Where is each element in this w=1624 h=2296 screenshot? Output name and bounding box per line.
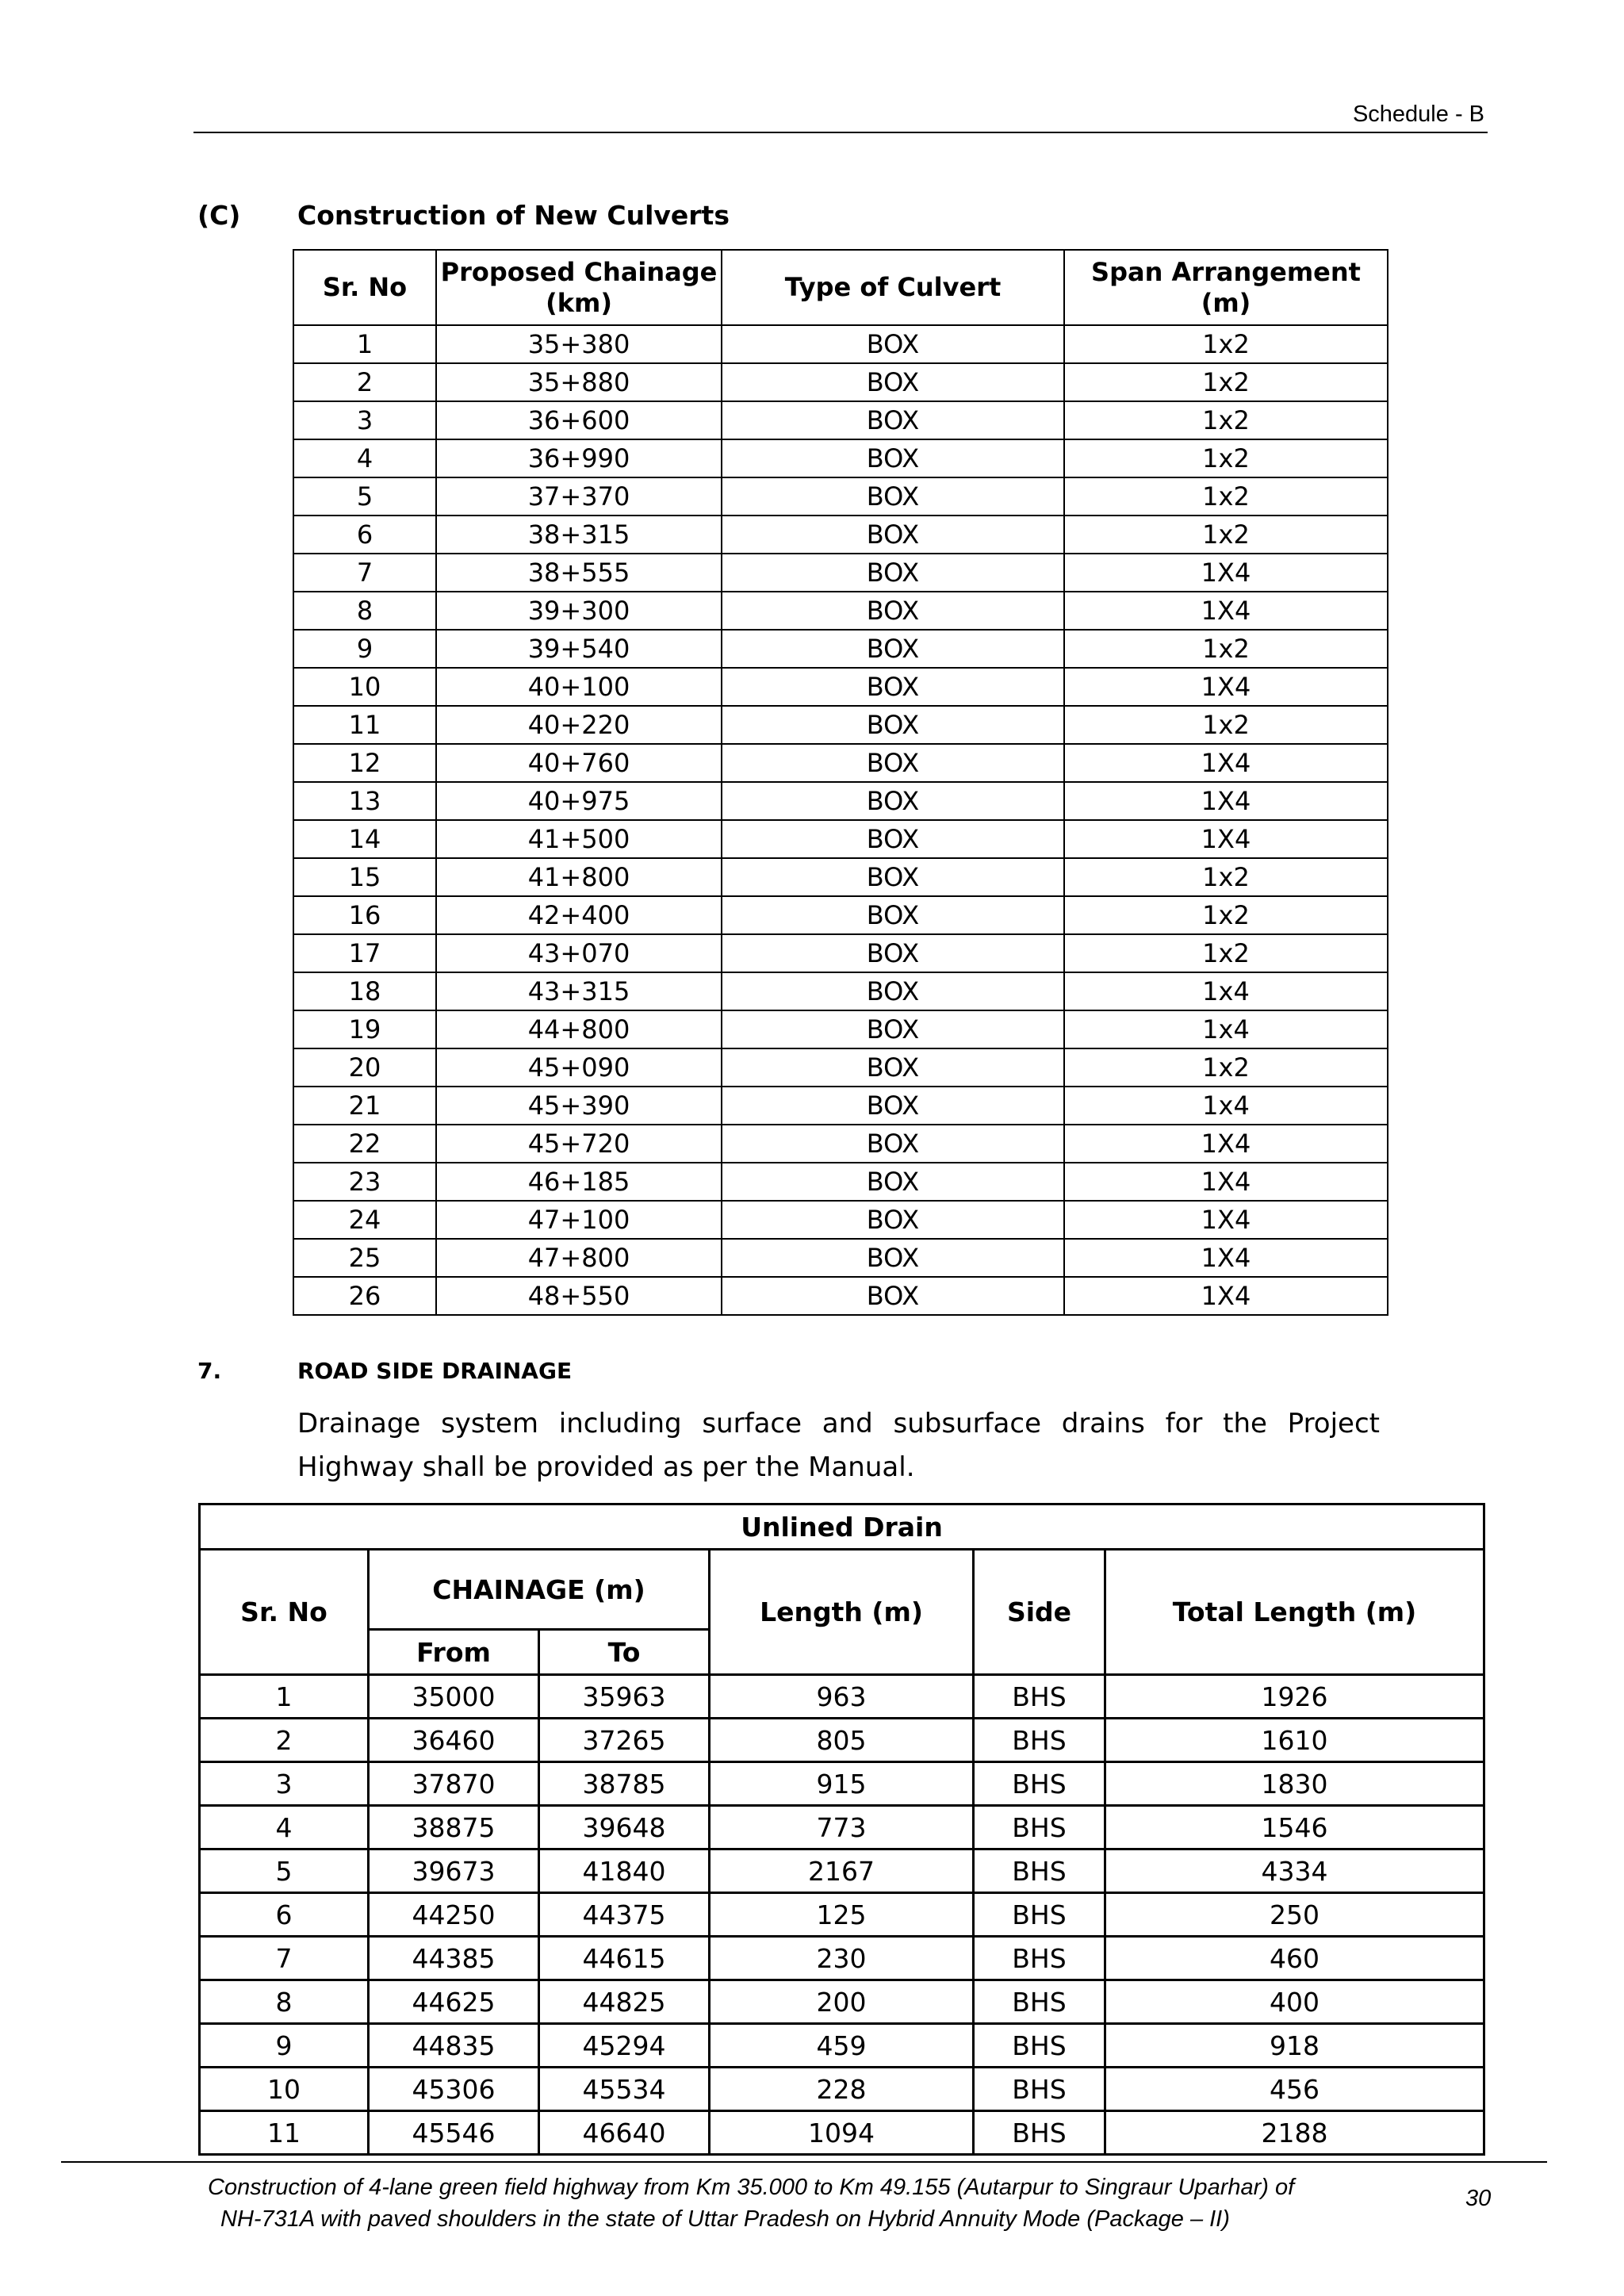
table-row bbox=[200, 2111, 1484, 2155]
cell-chainage: 41+500 bbox=[436, 820, 722, 858]
cell-sr-no: 3 bbox=[200, 1762, 369, 1806]
cell-length: 805 bbox=[710, 1719, 974, 1762]
cell-sr-no: 23 bbox=[293, 1163, 436, 1201]
cell-chainage: 38+315 bbox=[436, 516, 722, 554]
drainage-paragraph: Drainage system including surface and subsurface drains for the Project Highway shall be provided as per the Manual. bbox=[297, 1408, 1380, 1483]
cell-sr-no: 6 bbox=[293, 516, 436, 554]
drain-table-caption: Unlined Drain bbox=[200, 1504, 1484, 1550]
cell-length: 200 bbox=[710, 1980, 974, 2024]
cell-culvert-type: BOX bbox=[722, 325, 1064, 363]
cell-chainage: 43+315 bbox=[436, 972, 722, 1010]
drain-caption-row bbox=[200, 1504, 1484, 1550]
table-row bbox=[200, 1849, 1484, 1893]
cell-sr-no: 11 bbox=[200, 2111, 369, 2155]
cell-span: 1x2 bbox=[1064, 363, 1388, 401]
cell-culvert-type: BOX bbox=[722, 972, 1064, 1010]
cell-chainage: 45+720 bbox=[436, 1125, 722, 1163]
table-row bbox=[293, 1201, 1388, 1239]
cell-sr-no: 3 bbox=[293, 401, 436, 439]
cell-sr-no: 20 bbox=[293, 1048, 436, 1087]
cell-to: 38785 bbox=[539, 1762, 710, 1806]
cell-total-length: 456 bbox=[1105, 2068, 1484, 2111]
table-row bbox=[293, 630, 1388, 668]
cell-length: 1094 bbox=[710, 2111, 974, 2155]
cell-sr-no: 26 bbox=[293, 1277, 436, 1315]
cell-total-length: 2188 bbox=[1105, 2111, 1484, 2155]
col-header-length: Length (m) bbox=[710, 1550, 974, 1675]
cell-from: 44835 bbox=[369, 2024, 539, 2068]
cell-chainage: 47+100 bbox=[436, 1201, 722, 1239]
cell-sr-no: 9 bbox=[293, 630, 436, 668]
cell-culvert-type: BOX bbox=[722, 668, 1064, 706]
col-header-from: From bbox=[369, 1630, 539, 1675]
cell-chainage: 44+800 bbox=[436, 1010, 722, 1048]
cell-side: BHS bbox=[974, 1893, 1105, 1937]
cell-from: 45546 bbox=[369, 2111, 539, 2155]
cell-span: 1X4 bbox=[1064, 744, 1388, 782]
section-7-title: ROAD SIDE DRAINAGE bbox=[297, 1358, 573, 1384]
cell-to: 37265 bbox=[539, 1719, 710, 1762]
cell-to: 35963 bbox=[539, 1675, 710, 1719]
cell-chainage: 40+975 bbox=[436, 782, 722, 820]
cell-sr-no: 22 bbox=[293, 1125, 436, 1163]
cell-span: 1X4 bbox=[1064, 1277, 1388, 1315]
footer-text bbox=[208, 2171, 1413, 2235]
table-row bbox=[293, 325, 1388, 363]
cell-culvert-type: BOX bbox=[722, 820, 1064, 858]
cell-total-length: 1830 bbox=[1105, 1762, 1484, 1806]
cell-sr-no: 2 bbox=[200, 1719, 369, 1762]
culverts-table bbox=[293, 249, 1388, 1316]
table-row bbox=[200, 2068, 1484, 2111]
cell-span: 1X4 bbox=[1064, 668, 1388, 706]
cell-chainage: 38+555 bbox=[436, 554, 722, 592]
cell-culvert-type: BOX bbox=[722, 744, 1064, 782]
col-header-side: Side bbox=[974, 1550, 1105, 1675]
cell-chainage: 35+880 bbox=[436, 363, 722, 401]
cell-span: 1x2 bbox=[1064, 1048, 1388, 1087]
cell-span: 1X4 bbox=[1064, 1239, 1388, 1277]
cell-from: 44385 bbox=[369, 1937, 539, 1980]
cell-chainage: 39+540 bbox=[436, 630, 722, 668]
cell-sr-no: 7 bbox=[200, 1937, 369, 1980]
cell-chainage: 40+220 bbox=[436, 706, 722, 744]
cell-span: 1x4 bbox=[1064, 972, 1388, 1010]
drain-table-body bbox=[200, 1675, 1484, 2155]
cell-length: 459 bbox=[710, 2024, 974, 2068]
cell-span: 1X4 bbox=[1064, 592, 1388, 630]
table-row bbox=[293, 744, 1388, 782]
table-row bbox=[293, 1048, 1388, 1087]
cell-side: BHS bbox=[974, 1937, 1105, 1980]
table-row bbox=[200, 1893, 1484, 1937]
cell-chainage: 43+070 bbox=[436, 934, 722, 972]
table-row bbox=[293, 782, 1388, 820]
cell-side: BHS bbox=[974, 1762, 1105, 1806]
table-row bbox=[200, 1762, 1484, 1806]
cell-culvert-type: BOX bbox=[722, 401, 1064, 439]
cell-culvert-type: BOX bbox=[722, 592, 1064, 630]
cell-span: 1x2 bbox=[1064, 325, 1388, 363]
cell-culvert-type: BOX bbox=[722, 934, 1064, 972]
cell-from: 38875 bbox=[369, 1806, 539, 1849]
cell-to: 46640 bbox=[539, 2111, 710, 2155]
cell-length: 773 bbox=[710, 1806, 974, 1849]
cell-sr-no: 10 bbox=[200, 2068, 369, 2111]
cell-span: 1x2 bbox=[1064, 477, 1388, 516]
cell-culvert-type: BOX bbox=[722, 1048, 1064, 1087]
culverts-header-row bbox=[293, 250, 1388, 325]
cell-chainage: 39+300 bbox=[436, 592, 722, 630]
cell-from: 44625 bbox=[369, 1980, 539, 2024]
cell-sr-no: 1 bbox=[200, 1675, 369, 1719]
footer-line-1: Construction of 4-lane green field highway from Km 35.000 to Km 49.155 (Autarpur to Singraur Uparhar) of bbox=[208, 2175, 1295, 2200]
col-header-span-arrangement: Span Arrangement (m) bbox=[1064, 250, 1388, 325]
cell-total-length: 4334 bbox=[1105, 1849, 1484, 1893]
table-row bbox=[200, 1719, 1484, 1762]
culverts-table-body bbox=[293, 325, 1388, 1315]
cell-sr-no: 7 bbox=[293, 554, 436, 592]
cell-total-length: 918 bbox=[1105, 2024, 1484, 2068]
cell-culvert-type: BOX bbox=[722, 363, 1064, 401]
table-row bbox=[293, 820, 1388, 858]
cell-culvert-type: BOX bbox=[722, 1239, 1064, 1277]
col-header-proposed-chainage: Proposed Chainage (km) bbox=[436, 250, 722, 325]
cell-side: BHS bbox=[974, 1849, 1105, 1893]
cell-sr-no: 15 bbox=[293, 858, 436, 896]
cell-sr-no: 2 bbox=[293, 363, 436, 401]
footer-divider bbox=[61, 2161, 1547, 2163]
cell-sr-no: 25 bbox=[293, 1239, 436, 1277]
cell-side: BHS bbox=[974, 2024, 1105, 2068]
table-row bbox=[293, 516, 1388, 554]
cell-chainage: 45+390 bbox=[436, 1087, 722, 1125]
cell-from: 35000 bbox=[369, 1675, 539, 1719]
table-row bbox=[293, 554, 1388, 592]
cell-span: 1x4 bbox=[1064, 1010, 1388, 1048]
cell-chainage: 42+400 bbox=[436, 896, 722, 934]
cell-to: 44825 bbox=[539, 1980, 710, 2024]
col-header-type-of-culvert: Type of Culvert bbox=[722, 250, 1064, 325]
cell-sr-no: 18 bbox=[293, 972, 436, 1010]
cell-length: 125 bbox=[710, 1893, 974, 1937]
cell-span: 1x2 bbox=[1064, 401, 1388, 439]
cell-span: 1x2 bbox=[1064, 516, 1388, 554]
table-row bbox=[200, 1937, 1484, 1980]
table-row bbox=[293, 1125, 1388, 1163]
table-row bbox=[293, 1277, 1388, 1315]
cell-chainage: 40+760 bbox=[436, 744, 722, 782]
cell-span: 1x2 bbox=[1064, 706, 1388, 744]
cell-side: BHS bbox=[974, 2068, 1105, 2111]
cell-chainage: 46+185 bbox=[436, 1163, 722, 1201]
cell-to: 44375 bbox=[539, 1893, 710, 1937]
cell-sr-no: 9 bbox=[200, 2024, 369, 2068]
drain-header-row-1 bbox=[200, 1550, 1484, 1630]
table-row bbox=[293, 1163, 1388, 1201]
cell-side: BHS bbox=[974, 2111, 1105, 2155]
table-row bbox=[200, 1806, 1484, 1849]
table-row bbox=[293, 477, 1388, 516]
table-row bbox=[293, 972, 1388, 1010]
cell-span: 1X4 bbox=[1064, 1125, 1388, 1163]
cell-side: BHS bbox=[974, 1675, 1105, 1719]
cell-sr-no: 5 bbox=[293, 477, 436, 516]
cell-to: 44615 bbox=[539, 1937, 710, 1980]
cell-culvert-type: BOX bbox=[722, 1010, 1064, 1048]
cell-chainage: 36+990 bbox=[436, 439, 722, 477]
cell-from: 44250 bbox=[369, 1893, 539, 1937]
cell-span: 1x2 bbox=[1064, 934, 1388, 972]
cell-span: 1x2 bbox=[1064, 858, 1388, 896]
table-row bbox=[293, 401, 1388, 439]
table-row bbox=[293, 896, 1388, 934]
col-header-total-length: Total Length (m) bbox=[1105, 1550, 1484, 1675]
page-number: 30 bbox=[1465, 2186, 1492, 2211]
cell-culvert-type: BOX bbox=[722, 1201, 1064, 1239]
cell-chainage: 48+550 bbox=[436, 1277, 722, 1315]
cell-chainage: 35+380 bbox=[436, 325, 722, 363]
cell-total-length: 460 bbox=[1105, 1937, 1484, 1980]
cell-to: 45294 bbox=[539, 2024, 710, 2068]
cell-culvert-type: BOX bbox=[722, 1163, 1064, 1201]
table-row bbox=[293, 439, 1388, 477]
cell-span: 1x2 bbox=[1064, 439, 1388, 477]
cell-sr-no: 5 bbox=[200, 1849, 369, 1893]
cell-sr-no: 12 bbox=[293, 744, 436, 782]
cell-span: 1X4 bbox=[1064, 1163, 1388, 1201]
cell-length: 2167 bbox=[710, 1849, 974, 1893]
cell-side: BHS bbox=[974, 1980, 1105, 2024]
cell-chainage: 36+600 bbox=[436, 401, 722, 439]
table-row bbox=[200, 2024, 1484, 2068]
cell-span: 1X4 bbox=[1064, 782, 1388, 820]
cell-side: BHS bbox=[974, 1719, 1105, 1762]
cell-length: 963 bbox=[710, 1675, 974, 1719]
cell-sr-no: 17 bbox=[293, 934, 436, 972]
cell-culvert-type: BOX bbox=[722, 858, 1064, 896]
cell-sr-no: 19 bbox=[293, 1010, 436, 1048]
cell-sr-no: 6 bbox=[200, 1893, 369, 1937]
cell-from: 45306 bbox=[369, 2068, 539, 2111]
cell-total-length: 400 bbox=[1105, 1980, 1484, 2024]
cell-sr-no: 16 bbox=[293, 896, 436, 934]
cell-sr-no: 24 bbox=[293, 1201, 436, 1239]
cell-total-length: 250 bbox=[1105, 1893, 1484, 1937]
col-header-sr-no: Sr. No bbox=[293, 250, 436, 325]
table-row bbox=[200, 1675, 1484, 1719]
table-row bbox=[293, 706, 1388, 744]
cell-culvert-type: BOX bbox=[722, 516, 1064, 554]
cell-span: 1X4 bbox=[1064, 1201, 1388, 1239]
section-7-number: 7. bbox=[197, 1358, 222, 1384]
cell-culvert-type: BOX bbox=[722, 630, 1064, 668]
cell-sr-no: 10 bbox=[293, 668, 436, 706]
cell-sr-no: 11 bbox=[293, 706, 436, 744]
cell-culvert-type: BOX bbox=[722, 554, 1064, 592]
cell-sr-no: 4 bbox=[293, 439, 436, 477]
cell-to: 39648 bbox=[539, 1806, 710, 1849]
cell-culvert-type: BOX bbox=[722, 1125, 1064, 1163]
cell-span: 1X4 bbox=[1064, 554, 1388, 592]
cell-sr-no: 8 bbox=[200, 1980, 369, 2024]
cell-sr-no: 1 bbox=[293, 325, 436, 363]
col-header-sr-no: Sr. No bbox=[200, 1550, 369, 1675]
cell-culvert-type: BOX bbox=[722, 1277, 1064, 1315]
cell-total-length: 1546 bbox=[1105, 1806, 1484, 1849]
cell-sr-no: 13 bbox=[293, 782, 436, 820]
cell-from: 36460 bbox=[369, 1719, 539, 1762]
cell-sr-no: 4 bbox=[200, 1806, 369, 1849]
table-row bbox=[293, 363, 1388, 401]
cell-length: 228 bbox=[710, 2068, 974, 2111]
table-row bbox=[293, 1010, 1388, 1048]
page-header bbox=[193, 97, 1488, 133]
section-c-title: Construction of New Culverts bbox=[297, 200, 730, 231]
cell-chainage: 47+800 bbox=[436, 1239, 722, 1277]
col-header-chainage: CHAINAGE (m) bbox=[369, 1550, 710, 1630]
cell-from: 39673 bbox=[369, 1849, 539, 1893]
cell-length: 915 bbox=[710, 1762, 974, 1806]
cell-span: 1x2 bbox=[1064, 896, 1388, 934]
cell-culvert-type: BOX bbox=[722, 439, 1064, 477]
cell-culvert-type: BOX bbox=[722, 477, 1064, 516]
cell-chainage: 45+090 bbox=[436, 1048, 722, 1087]
cell-chainage: 41+800 bbox=[436, 858, 722, 896]
cell-total-length: 1926 bbox=[1105, 1675, 1484, 1719]
cell-total-length: 1610 bbox=[1105, 1719, 1484, 1762]
cell-to: 45534 bbox=[539, 2068, 710, 2111]
table-row bbox=[293, 934, 1388, 972]
cell-side: BHS bbox=[974, 1806, 1105, 1849]
cell-culvert-type: BOX bbox=[722, 1087, 1064, 1125]
cell-length: 230 bbox=[710, 1937, 974, 1980]
table-row bbox=[293, 1087, 1388, 1125]
table-row bbox=[293, 858, 1388, 896]
cell-span: 1x2 bbox=[1064, 630, 1388, 668]
cell-span: 1X4 bbox=[1064, 820, 1388, 858]
cell-sr-no: 8 bbox=[293, 592, 436, 630]
cell-sr-no: 21 bbox=[293, 1087, 436, 1125]
table-row bbox=[293, 592, 1388, 630]
table-row bbox=[293, 668, 1388, 706]
cell-to: 41840 bbox=[539, 1849, 710, 1893]
cell-culvert-type: BOX bbox=[722, 896, 1064, 934]
schedule-label: Schedule - B bbox=[1352, 102, 1484, 127]
cell-from: 37870 bbox=[369, 1762, 539, 1806]
cell-chainage: 37+370 bbox=[436, 477, 722, 516]
table-row bbox=[293, 1239, 1388, 1277]
table-row bbox=[200, 1980, 1484, 2024]
footer-line-2: NH-731A with paved shoulders in the state of Uttar Pradesh on Hybrid Annuity Mode (Package – II) bbox=[220, 2206, 1230, 2232]
cell-chainage: 40+100 bbox=[436, 668, 722, 706]
section-c-number: (C) bbox=[197, 200, 241, 231]
unlined-drain-table bbox=[198, 1503, 1485, 2156]
cell-span: 1x4 bbox=[1064, 1087, 1388, 1125]
col-header-to: To bbox=[539, 1630, 710, 1675]
cell-sr-no: 14 bbox=[293, 820, 436, 858]
cell-culvert-type: BOX bbox=[722, 706, 1064, 744]
cell-culvert-type: BOX bbox=[722, 782, 1064, 820]
